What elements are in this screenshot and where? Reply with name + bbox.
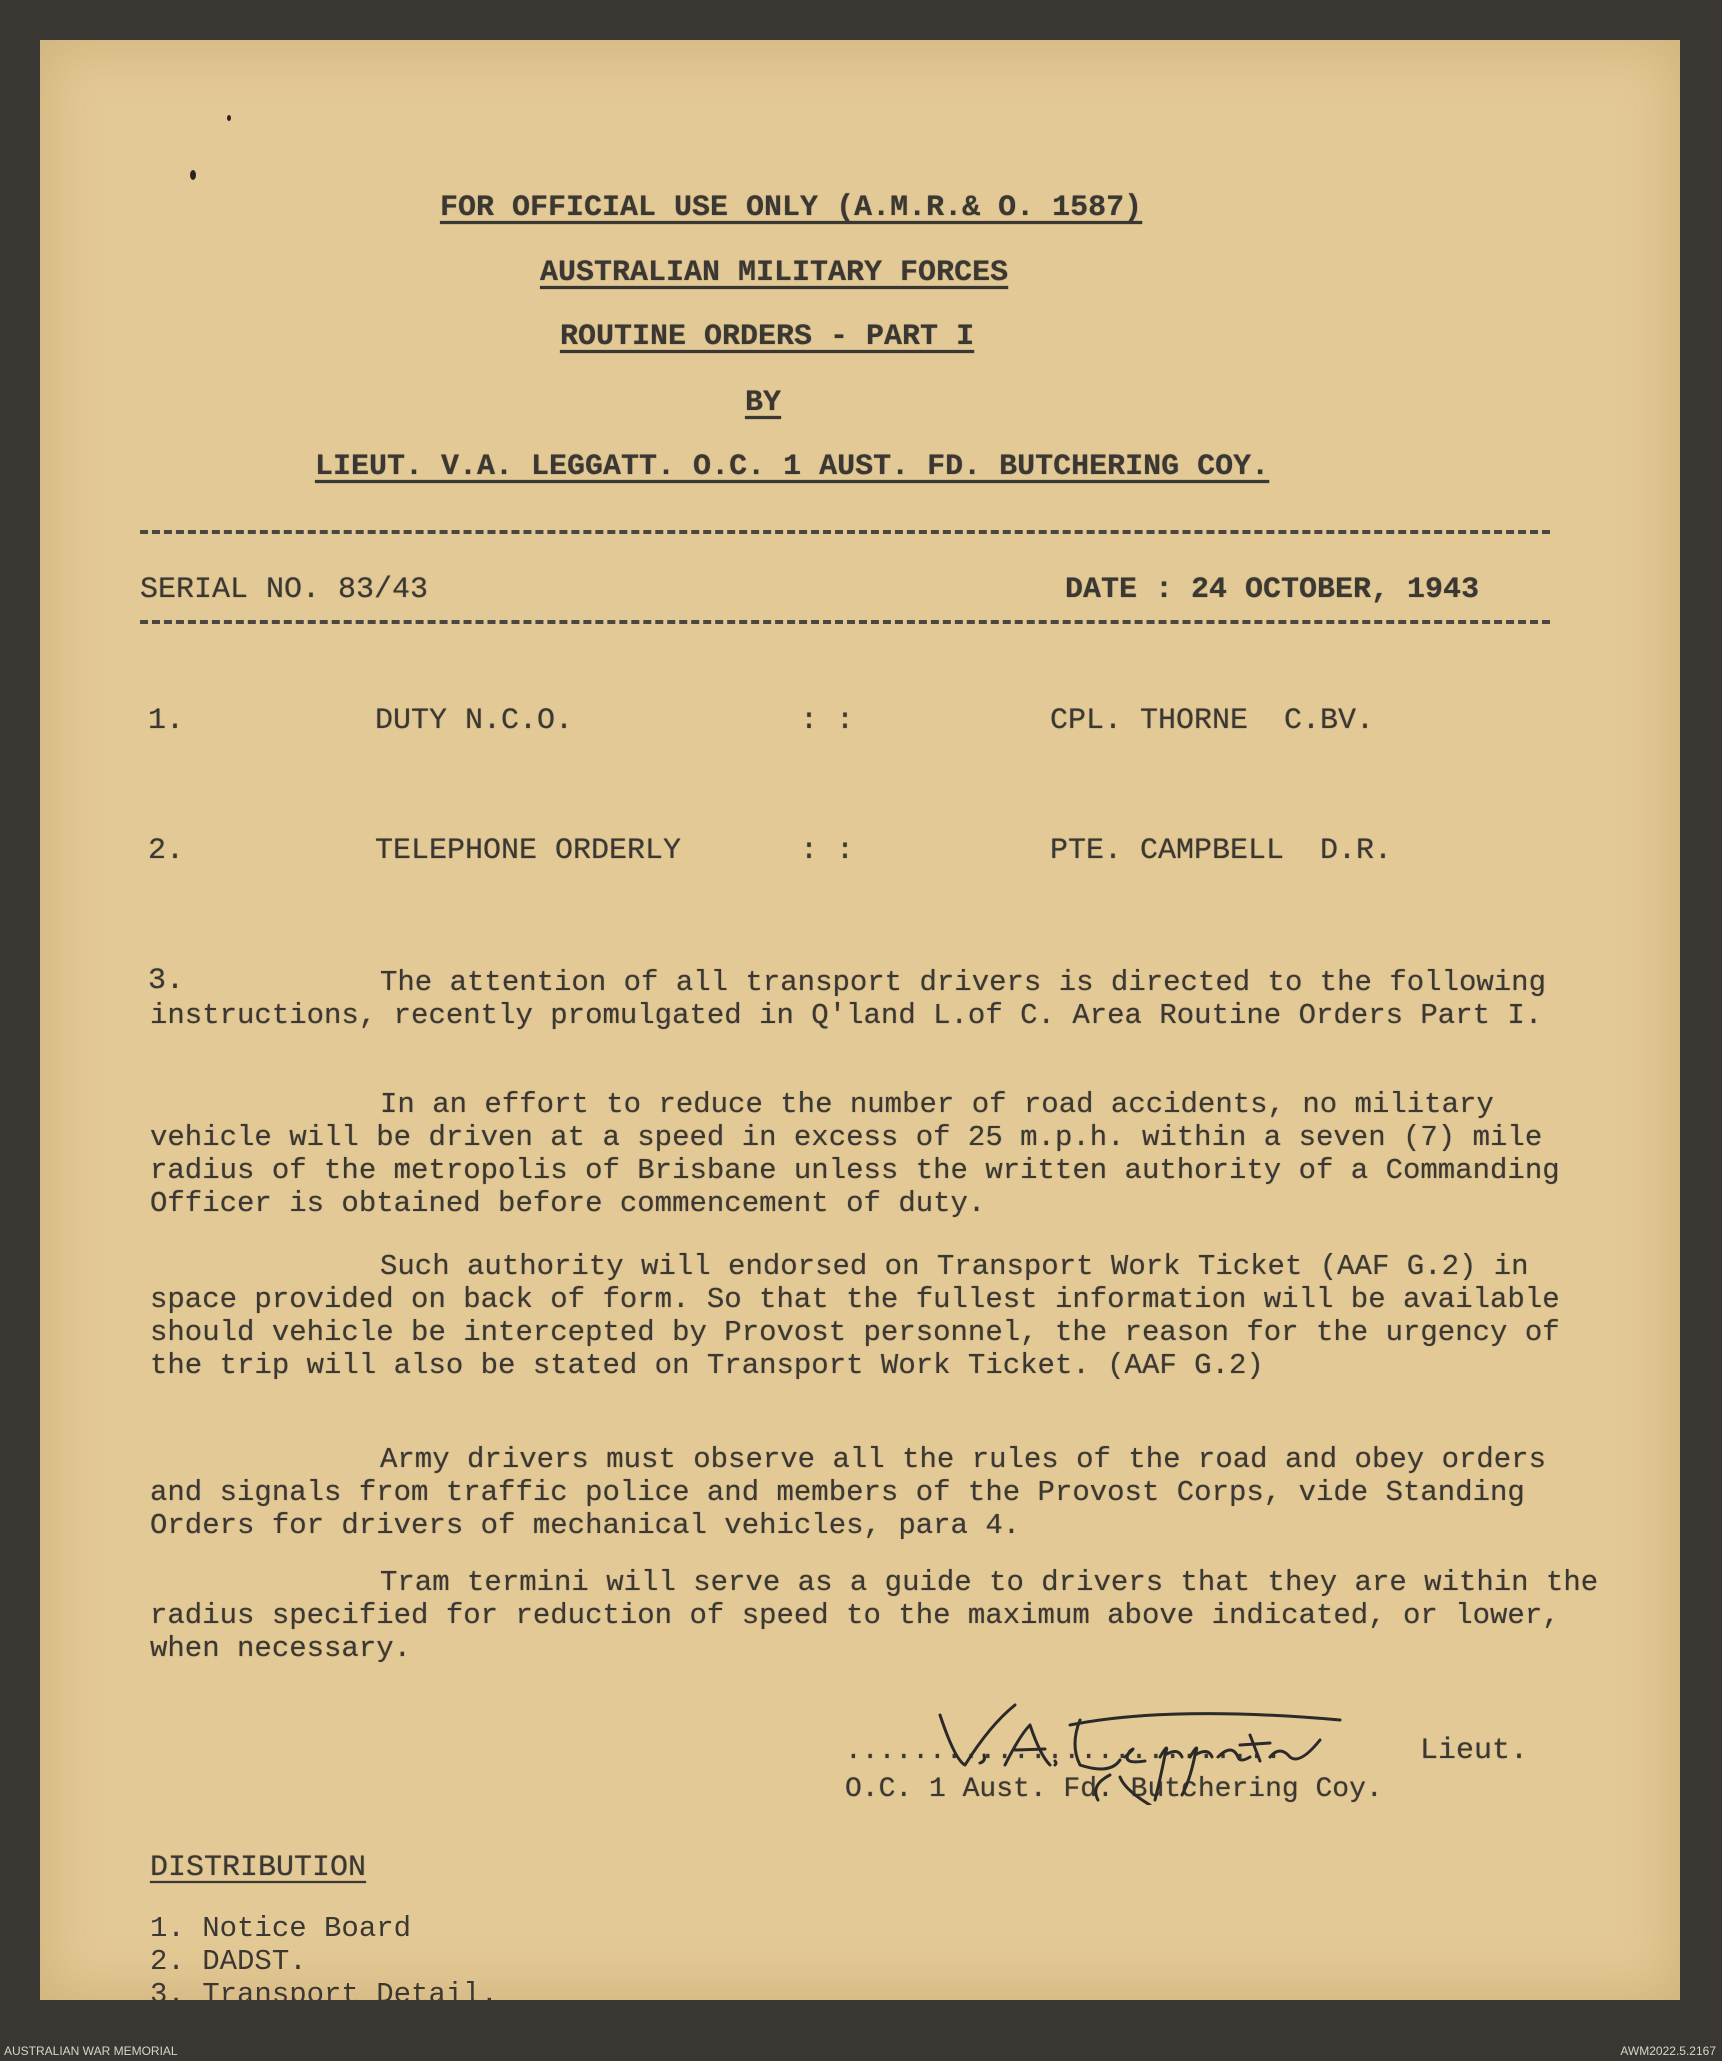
header-line-orders: ROUTINE ORDERS - PART I [560,320,975,354]
distribution-list [150,1912,498,2044]
handwritten-signature [920,1665,1380,1805]
signature-title: O.C. 1 Aust. Fd. Butchering Coy. [845,1774,1383,1805]
header-line-by: BY [745,386,782,420]
footer-archive-label: AUSTRALIAN WAR MEMORIAL [4,2044,178,2058]
order-1-person: CPL. THORNE C.BV. [1050,704,1375,738]
order-1-separator: : : [800,704,855,738]
order-2-duty: TELEPHONE ORDERLY [375,834,682,868]
footer-accession-number: AWM2022.5.2167 [1620,2044,1716,2058]
distribution-heading: DISTRIBUTION [150,1851,367,1885]
header-line-issuer: LIEUT. V.A. LEGGATT. O.C. 1 AUST. FD. BUTCHERING COY. [315,450,1270,484]
divider-top [140,530,1550,534]
order-date: DATE : 24 OCTOBER, 1943 [1065,573,1480,607]
serial-number: SERIAL NO. 83/43 [140,573,429,607]
order-3-paragraph-1: The attention of all transport drivers is directed to the following instructions, recently promulgated in Q'land L.of C. Area Routine Orders Part I. [150,966,1546,1032]
order-3-paragraph-5: Tram termini will serve as a guide to drivers that they are within the radius specified for reduction of speed to the maximum above indicated, or lower, when necessary. [150,1566,1599,1665]
order-2-person: PTE. CAMPBELL D.R. [1050,834,1393,868]
distribution-item: 4. War Diary. [150,2011,377,2044]
distribution-item: 3. Transport Detail. [150,1978,499,2011]
order-2-number: 2. [148,834,185,868]
order-1-duty: DUTY N.C.O. [375,704,574,738]
divider-bottom [140,620,1550,624]
order-3-paragraph-4: Army drivers must observe all the rules of the road and obey orders and signals from traffic police and members of the Provost Corps, vide Standing Orders for drivers of mechanical vehicles, para 4. [150,1443,1546,1542]
signature-dots: .......................... [845,1736,1282,1767]
distribution-item: 2. DADST. [150,1945,307,1978]
signature-rank: Lieut. [1420,1734,1529,1768]
order-2-separator: : : [800,834,855,868]
order-1-number: 1. [148,704,185,738]
order-3-paragraph-2: In an effort to reduce the number of road accidents, no military vehicle will be driven at a speed in excess of 25 m.p.h. within a seven (7) mile radius of the metropolis of Brisbane unless the written authority of a Commanding Officer is obtained before commencement of duty. [150,1088,1560,1220]
header-line-forces: AUSTRALIAN MILITARY FORCES [540,256,1009,290]
order-3-number: 3. [148,964,185,998]
distribution-item: 1. Notice Board [150,1912,412,1945]
header-line-official: FOR OFFICIAL USE ONLY (A.M.R.& O. 1587) [440,191,1143,225]
paper-mark [190,170,196,180]
order-3-paragraph-3: Such authority will endorsed on Transport Work Ticket (AAF G.2) in space provided on back of form. So that the fullest information will be available should vehicle be intercepted by Provost personnel, the reason for the urgency of the trip will also be stated on Transport Work Ticket. (AAF G.2) [150,1250,1560,1382]
paper-mark [227,115,231,121]
